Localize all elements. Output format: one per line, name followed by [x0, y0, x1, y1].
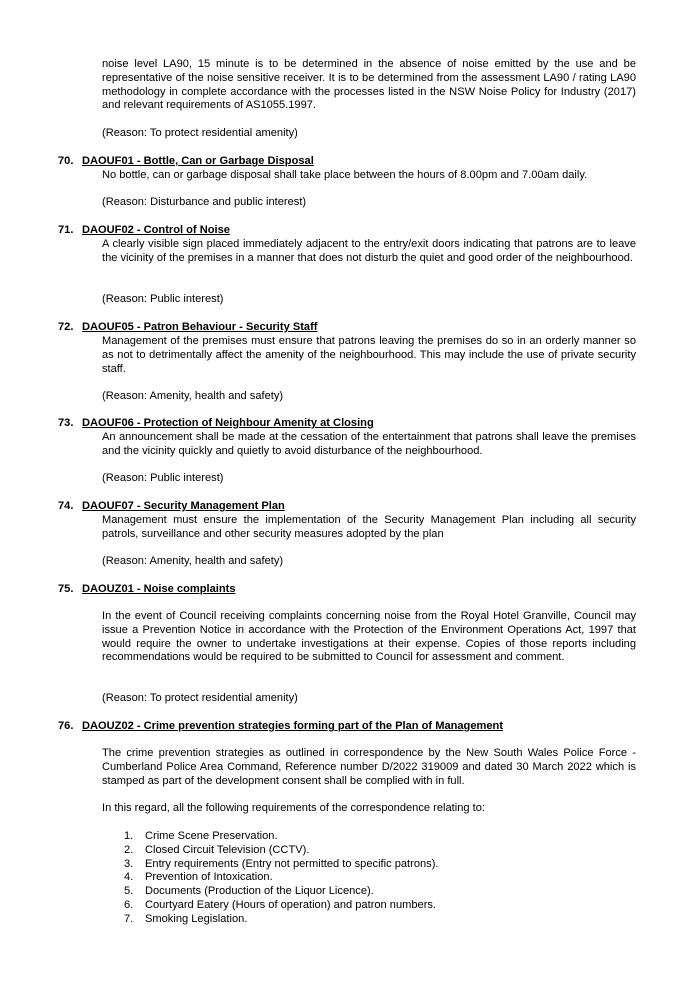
list-number: 7. [124, 912, 134, 925]
list-number: 5. [124, 885, 134, 898]
condition-title: DAOUZ01 - Noise complaints [82, 583, 236, 595]
condition-title: DAOUF02 - Control of Noise [82, 224, 230, 236]
condition-76-heading [58, 720, 503, 734]
list-number: 6. [124, 898, 134, 911]
condition-title: DAOUF05 - Patron Behaviour - Security Staff [82, 321, 318, 333]
condition-72-body: Management of the premises must ensure that patrons leaving the premises do so in an orderly manner so as not to detrimentally affect the amenity of the neighbourhood. This may include the use of private security staff. [102, 335, 636, 375]
condition-73-body: An announcement shall be made at the cessation of the entertainment that patrons shall leave the premises and the vicinity quickly and quietly to avoid disturbance of the neighbourhood. [102, 431, 636, 457]
condition-75-reason: (Reason: To protect residential amenity) [102, 692, 298, 704]
condition-75-body: In the event of Council receiving complaints concerning noise from the Royal Hotel Granville, Council may issue a Prevention Notice in accordance with the Protection of the Environment Operations Act, 1997 that would require the owner to undertake investigations at their expense. Copies of those reports including recommendations would be required to be submitted to Council for assessment and comment. [102, 610, 636, 664]
list-item [124, 913, 439, 927]
condition-72-reason: (Reason: Amenity, health and safety) [102, 390, 284, 402]
condition-73-reason: (Reason: Public interest) [102, 472, 224, 484]
condition-71-heading [58, 224, 230, 238]
condition-70-reason: (Reason: Disturbance and public interest) [102, 196, 307, 208]
list-text: Smoking Legislation. [145, 912, 248, 925]
condition-74-reason: (Reason: Amenity, health and safety) [102, 555, 284, 567]
list-text: Crime Scene Preservation. [145, 830, 278, 842]
list-item [124, 858, 439, 872]
condition-74-heading [58, 500, 285, 514]
condition-75-heading [58, 583, 236, 597]
condition-title: DAOUF06 - Protection of Neighbour Amenity at Closing [82, 417, 374, 429]
intro-paragraph: noise level LA90, 15 minute is to be determined in the absence of noise emitted by the use and be representative of the noise sensitive receiver. It is to be determined from the assessment LA90 / rating LA90 methodology in complete accordance with the processes listed in the NSW Noise Policy for Industry (2017) and relevant requirements of AS1055.1997. [102, 58, 636, 112]
condition-number: 72. [58, 321, 74, 333]
list-item [124, 830, 439, 844]
condition-title: DAOUF07 - Security Management Plan [82, 500, 285, 512]
list-number: 2. [124, 843, 134, 856]
condition-76-body: The crime prevention strategies as outlined in correspondence by the New South Wales Police Force - Cumberland Police Area Command, Reference number D/2022 319009 and dated 30 March 2022 which is stamped as part of the development consent shall be complied with in full. [102, 747, 636, 787]
list-text: Entry requirements (Entry not permitted to specific patrons). [145, 857, 439, 870]
list-text: Prevention of Intoxication. [145, 871, 273, 884]
requirements-list [124, 830, 439, 927]
condition-number: 73. [58, 417, 74, 429]
condition-74-body: Management must ensure the implementation of the Security Management Plan including all security patrols, surveillance and other security measures adopted by the plan [102, 514, 636, 540]
list-text: Courtyard Eatery (Hours of operation) and patron numbers. [145, 898, 437, 911]
list-number: 3. [124, 857, 134, 870]
intro-reason: (Reason: To protect residential amenity) [102, 127, 298, 139]
list-text: Documents (Production of the Liquor Licence). [145, 885, 374, 898]
condition-71-body: A clearly visible sign placed immediately adjacent to the entry/exit doors indicating that patrons are to leave the vicinity of the premises in a manner that does not disturb the quiet and good order of the neighbourhood. [102, 238, 636, 264]
list-number: 1. [124, 830, 134, 842]
condition-76-regard: In this regard, all the following requirements of the correspondence relating to: [102, 802, 485, 814]
list-text: Closed Circuit Television (CCTV). [145, 843, 310, 856]
condition-title: DAOUZ02 - Crime prevention strategies forming part of the Plan of Management [82, 720, 504, 732]
condition-70-heading [58, 155, 314, 169]
list-item [124, 844, 439, 858]
condition-number: 75. [58, 583, 74, 595]
list-item [124, 885, 439, 899]
condition-72-heading [58, 321, 317, 335]
condition-number: 76. [58, 720, 74, 732]
condition-number: 70. [58, 155, 74, 167]
condition-title: DAOUF01 - Bottle, Can or Garbage Disposal [82, 155, 314, 167]
list-item [124, 871, 439, 885]
list-number: 4. [124, 871, 134, 884]
condition-70-body: No bottle, can or garbage disposal shall take place between the hours of 8.00pm and 7.00am daily. [102, 169, 588, 181]
list-item [124, 899, 439, 913]
condition-number: 74. [58, 500, 74, 512]
condition-71-reason: (Reason: Public interest) [102, 293, 224, 305]
condition-73-heading [58, 417, 374, 431]
condition-number: 71. [58, 224, 74, 236]
